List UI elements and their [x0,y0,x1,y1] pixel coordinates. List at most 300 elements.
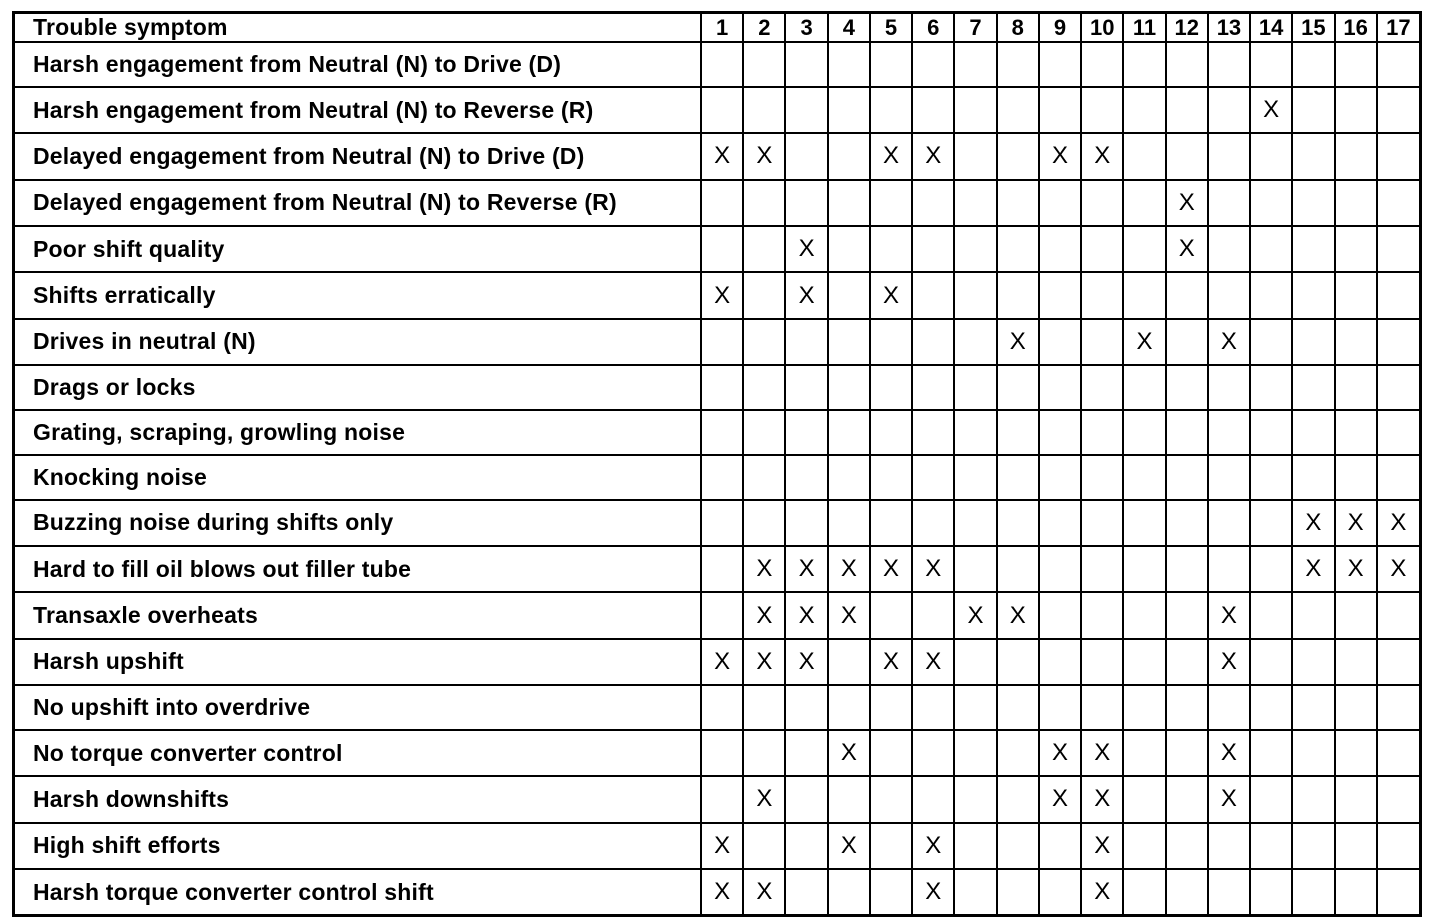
mark-cell [912,730,954,776]
mark-cell [1123,500,1165,546]
mark-cell [1123,272,1165,318]
mark-cell [1123,685,1165,730]
mark-cell [743,319,785,365]
mark-cell [1208,365,1250,410]
mark-cell [1335,869,1377,914]
table-row [15,180,1419,226]
mark-cell [1377,319,1419,365]
mark-cell [1377,87,1419,133]
mark-cell [1208,226,1250,272]
mark-cell [954,226,996,272]
symptom-label: No torque converter control [15,730,701,776]
mark-cell: X [1292,546,1334,592]
mark-cell [1166,639,1208,685]
mark-cell [997,42,1039,87]
mark-cell [1039,685,1081,730]
mark-cell [828,365,870,410]
mark-cell [785,500,827,546]
mark-cell: X [1208,730,1250,776]
mark-cell [828,410,870,455]
column-header-11: 11 [1123,14,1165,42]
mark-cell [1292,685,1334,730]
mark-cell [1166,455,1208,500]
mark-cell [828,639,870,685]
mark-cell [1335,226,1377,272]
mark-cell [870,823,912,869]
mark-cell [785,133,827,179]
mark-cell: X [912,823,954,869]
mark-cell [1335,592,1377,638]
mark-cell [1377,272,1419,318]
mark-cell [743,226,785,272]
mark-cell [1039,639,1081,685]
symptom-label: Harsh torque converter control shift [15,869,701,914]
mark-cell [1166,133,1208,179]
mark-cell: X [701,823,743,869]
mark-cell [1123,869,1165,914]
mark-cell [1123,87,1165,133]
mark-cell [743,365,785,410]
mark-cell [828,87,870,133]
mark-cell [1208,455,1250,500]
mark-cell [1250,133,1292,179]
symptom-label: No upshift into overdrive [15,685,701,730]
mark-cell [997,226,1039,272]
mark-cell [1250,639,1292,685]
column-header-6: 6 [912,14,954,42]
mark-cell [1292,639,1334,685]
mark-cell [1292,319,1334,365]
mark-cell [1039,226,1081,272]
symptom-label: Harsh engagement from Neutral (N) to Reverse (R) [15,87,701,133]
mark-cell [1208,685,1250,730]
symptom-label: Harsh upshift [15,639,701,685]
mark-cell: X [1081,730,1123,776]
mark-cell [1039,455,1081,500]
mark-cell [1377,133,1419,179]
mark-cell: X [1166,226,1208,272]
mark-cell [870,87,912,133]
mark-cell [1377,869,1419,914]
mark-cell [870,410,912,455]
mark-cell: X [1292,500,1334,546]
symptom-label: Knocking noise [15,455,701,500]
mark-cell [743,500,785,546]
mark-cell [1292,133,1334,179]
mark-cell [912,42,954,87]
table-row [15,42,1419,87]
column-header-7: 7 [954,14,996,42]
mark-cell [785,319,827,365]
mark-cell [1250,776,1292,822]
mark-cell [828,500,870,546]
mark-cell [1377,410,1419,455]
column-header-16: 16 [1335,14,1377,42]
mark-cell [1208,133,1250,179]
mark-cell: X [997,319,1039,365]
symptom-label: Drags or locks [15,365,701,410]
mark-cell [1166,500,1208,546]
mark-cell [1335,776,1377,822]
mark-cell [912,180,954,226]
mark-cell [912,410,954,455]
mark-cell: X [870,272,912,318]
mark-cell [828,42,870,87]
mark-cell [997,869,1039,914]
mark-cell [1208,823,1250,869]
mark-cell [997,730,1039,776]
symptom-label: Delayed engagement from Neutral (N) to Reverse (R) [15,180,701,226]
table-header-row [15,14,1419,42]
mark-cell [870,319,912,365]
mark-cell [912,87,954,133]
mark-cell [870,776,912,822]
mark-cell: X [701,272,743,318]
mark-cell [1166,730,1208,776]
mark-cell: X [1335,500,1377,546]
mark-cell [828,685,870,730]
mark-cell [1166,869,1208,914]
mark-cell [828,776,870,822]
symptom-table [15,14,1419,914]
mark-cell: X [701,639,743,685]
mark-cell [1166,592,1208,638]
table-row [15,869,1419,914]
mark-cell [1123,226,1165,272]
mark-cell [912,272,954,318]
mark-cell: X [1081,133,1123,179]
mark-cell [870,869,912,914]
mark-cell: X [870,133,912,179]
column-header-10: 10 [1081,14,1123,42]
symptom-label: Transaxle overheats [15,592,701,638]
mark-cell [870,180,912,226]
mark-cell [870,592,912,638]
mark-cell [912,365,954,410]
mark-cell [1123,410,1165,455]
mark-cell [1039,87,1081,133]
mark-cell [1250,410,1292,455]
mark-cell [870,226,912,272]
mark-cell: X [912,639,954,685]
mark-cell [1039,42,1081,87]
mark-cell: X [912,133,954,179]
mark-cell: X [785,546,827,592]
mark-cell [1208,546,1250,592]
column-header-2: 2 [743,14,785,42]
mark-cell [828,455,870,500]
mark-cell [1208,869,1250,914]
mark-cell [1335,180,1377,226]
mark-cell [997,546,1039,592]
mark-cell: X [1208,776,1250,822]
mark-cell [785,87,827,133]
table-row [15,639,1419,685]
mark-cell [1377,685,1419,730]
mark-cell [1123,133,1165,179]
mark-cell [870,730,912,776]
mark-cell [1250,592,1292,638]
mark-cell [785,730,827,776]
mark-cell [1250,869,1292,914]
mark-cell [1377,776,1419,822]
mark-cell [1081,410,1123,455]
mark-cell [701,685,743,730]
symptom-label: Hard to fill oil blows out filler tube [15,546,701,592]
mark-cell [828,133,870,179]
mark-cell [785,42,827,87]
mark-cell [1166,823,1208,869]
mark-cell: X [828,546,870,592]
mark-cell [870,685,912,730]
mark-cell: X [1166,180,1208,226]
column-header-14: 14 [1250,14,1292,42]
mark-cell [1335,42,1377,87]
mark-cell [785,180,827,226]
symptom-label: Buzzing noise during shifts only [15,500,701,546]
mark-cell [1250,319,1292,365]
mark-cell [1208,500,1250,546]
mark-cell: X [743,546,785,592]
mark-cell [954,319,996,365]
table-row [15,272,1419,318]
mark-cell [1166,87,1208,133]
mark-cell [997,639,1039,685]
mark-cell [1335,272,1377,318]
table-row [15,823,1419,869]
mark-cell [1039,410,1081,455]
mark-cell [1081,87,1123,133]
mark-cell [1166,42,1208,87]
mark-cell: X [1377,500,1419,546]
mark-cell [743,180,785,226]
mark-cell [1208,87,1250,133]
mark-cell [1250,180,1292,226]
mark-cell [1377,823,1419,869]
column-header-3: 3 [785,14,827,42]
table-row [15,730,1419,776]
mark-cell [912,592,954,638]
mark-cell [1292,365,1334,410]
mark-cell: X [1039,776,1081,822]
mark-cell [1292,180,1334,226]
mark-cell [828,319,870,365]
mark-cell: X [785,639,827,685]
mark-cell [785,365,827,410]
mark-cell [997,133,1039,179]
table-row [15,133,1419,179]
mark-cell [954,869,996,914]
mark-cell [1377,365,1419,410]
mark-cell [912,319,954,365]
mark-cell [954,42,996,87]
mark-cell: X [1081,776,1123,822]
mark-cell [954,455,996,500]
mark-cell [954,500,996,546]
mark-cell [997,272,1039,318]
mark-cell [785,776,827,822]
mark-cell [1292,776,1334,822]
column-header-1: 1 [701,14,743,42]
mark-cell: X [785,592,827,638]
mark-cell [1039,180,1081,226]
mark-cell [1250,455,1292,500]
mark-cell [1123,592,1165,638]
column-header-13: 13 [1208,14,1250,42]
column-header-9: 9 [1039,14,1081,42]
mark-cell: X [1377,546,1419,592]
mark-cell [743,685,785,730]
mark-cell [1292,869,1334,914]
mark-cell [785,410,827,455]
mark-cell: X [743,869,785,914]
mark-cell [701,500,743,546]
mark-cell [997,776,1039,822]
trouble-symptom-header: Trouble symptom [15,14,701,42]
mark-cell [743,42,785,87]
mark-cell [954,730,996,776]
table-row [15,546,1419,592]
mark-cell [1292,226,1334,272]
mark-cell [828,180,870,226]
mark-cell [701,546,743,592]
mark-cell [1377,180,1419,226]
mark-cell [1081,592,1123,638]
mark-cell [954,776,996,822]
column-header-8: 8 [997,14,1039,42]
mark-cell [1250,730,1292,776]
mark-cell [1292,592,1334,638]
mark-cell [1377,639,1419,685]
mark-cell [1292,823,1334,869]
mark-cell [1292,87,1334,133]
mark-cell [870,42,912,87]
mark-cell: X [828,730,870,776]
mark-cell [1208,42,1250,87]
mark-cell [1335,823,1377,869]
mark-cell [1166,546,1208,592]
symptom-label: Shifts erratically [15,272,701,318]
table-row [15,455,1419,500]
mark-cell [1335,455,1377,500]
table-row [15,592,1419,638]
mark-cell [870,500,912,546]
mark-cell [997,685,1039,730]
mark-cell [1377,226,1419,272]
mark-cell [1250,272,1292,318]
mark-cell [997,455,1039,500]
mark-cell: X [1081,869,1123,914]
mark-cell [1335,319,1377,365]
mark-cell: X [997,592,1039,638]
mark-cell [1335,365,1377,410]
mark-cell [1081,455,1123,500]
mark-cell [1039,365,1081,410]
mark-cell [912,500,954,546]
mark-cell [1081,546,1123,592]
mark-cell [997,410,1039,455]
mark-cell [701,319,743,365]
mark-cell: X [1208,319,1250,365]
mark-cell: X [1123,319,1165,365]
mark-cell [701,365,743,410]
mark-cell: X [912,869,954,914]
mark-cell [912,685,954,730]
table-row [15,410,1419,455]
mark-cell: X [743,592,785,638]
table-row [15,87,1419,133]
mark-cell: X [954,592,996,638]
mark-cell [1166,410,1208,455]
mark-cell [1292,455,1334,500]
mark-cell [1335,730,1377,776]
mark-cell [701,455,743,500]
mark-cell [701,776,743,822]
mark-cell: X [701,869,743,914]
mark-cell [1039,319,1081,365]
mark-cell [954,546,996,592]
mark-cell [1166,685,1208,730]
mark-cell [1123,823,1165,869]
symptom-label: High shift efforts [15,823,701,869]
mark-cell: X [1250,87,1292,133]
mark-cell [743,455,785,500]
mark-cell [954,133,996,179]
mark-cell [1081,500,1123,546]
mark-cell: X [1039,133,1081,179]
symptom-label: Delayed engagement from Neutral (N) to Drive (D) [15,133,701,179]
mark-cell [785,869,827,914]
mark-cell: X [785,272,827,318]
mark-cell [1377,730,1419,776]
mark-cell [743,87,785,133]
mark-cell [701,87,743,133]
mark-cell [1250,546,1292,592]
mark-cell [1123,455,1165,500]
mark-cell [743,410,785,455]
mark-cell [954,685,996,730]
mark-cell [1208,410,1250,455]
mark-cell [828,272,870,318]
table-row [15,226,1419,272]
table-row [15,365,1419,410]
symptom-label: Harsh downshifts [15,776,701,822]
mark-cell [1335,685,1377,730]
mark-cell: X [701,133,743,179]
mark-cell [1250,365,1292,410]
mark-cell [785,455,827,500]
mark-cell: X [785,226,827,272]
mark-cell: X [912,546,954,592]
mark-cell [1123,730,1165,776]
mark-cell [743,823,785,869]
mark-cell [828,869,870,914]
mark-cell [1292,42,1334,87]
mark-cell: X [1081,823,1123,869]
mark-cell [912,226,954,272]
mark-cell [1039,272,1081,318]
mark-cell [1166,272,1208,318]
mark-cell [954,410,996,455]
mark-cell [1081,180,1123,226]
trouble-symptom-chart [12,11,1422,917]
mark-cell: X [870,546,912,592]
mark-cell [1292,730,1334,776]
mark-cell [870,455,912,500]
mark-cell [1250,226,1292,272]
mark-cell [954,639,996,685]
mark-cell [701,42,743,87]
